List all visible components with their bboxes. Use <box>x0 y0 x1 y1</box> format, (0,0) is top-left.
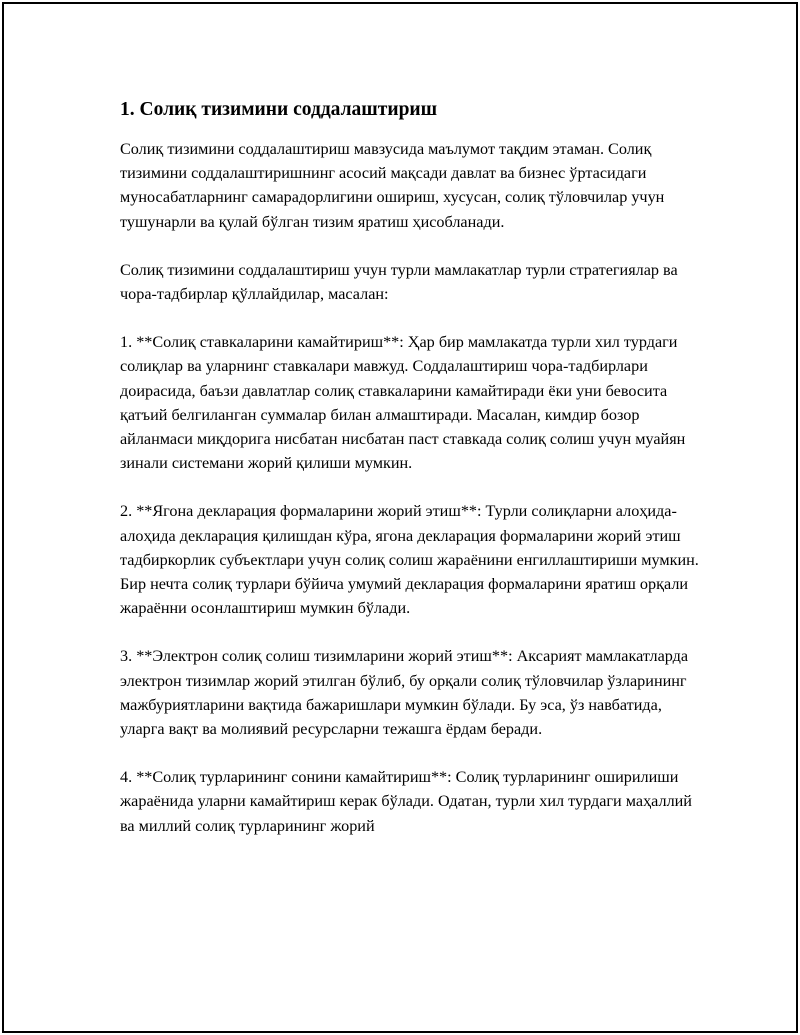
list-item-tax-types: 4. **Солиқ турларининг сонини камайтириш**: Солиқ турларининг оширилиши жараёнида уларни камайтириш керак бўлади. Одатан, турли хил турдаги маҳаллий ва миллий солиқ турларининг жорий <box>120 768 692 835</box>
strategies-paragraph: Солиқ тизимини соддалаштириш учун турли мамлакатлар турли стратегиялар ва чора-тадбирлар қўллайдилар, масалан: <box>120 260 678 304</box>
document-body <box>120 97 700 862</box>
page-frame <box>2 2 798 1033</box>
document-title: 1. Солиқ тизимини соддалаштириш <box>120 99 438 120</box>
intro-paragraph: Солиқ тизимини соддалаштириш мавзусида маълумот тақдим этаман. Солиқ тизимини соддалаштиришнинг асосий мақсади давлат ва бизнес ўртасидаги муносабатларнинг самарадорлигини ошириш, хусусан, солиқ тўловчилар учун тушунарли ва қулай бўлган тизим яратиш ҳисобланади. <box>120 140 665 231</box>
list-item-electronic-systems: 3. **Электрон солиқ солиш тизимларини жорий этиш**: Аксарият мамлакатларда электрон тизимлар жорий этилган бўлиб, бу орқали солиқ тўловчилар ўзларининг мажбуриятларини вақтида бажаришлари мумкин бўлади. Бу эса, ўз навбатида, уларга вақт ва молиявий ресурсларни тежашга ёрдам беради. <box>120 647 689 739</box>
list-item-tax-rates: 1. **Солиқ ставкаларини камайтириш**: Ҳар бир мамлакатда турли хил турдаги солиқлар ва уларнинг ставкалари мавжуд. Соддалаштириш чора-тадбирлари доирасида, баъзи давлатлар солиқ ставкаларини камайтиради ёки уни бевосита қатъий белгиланган суммалар билан алмаштиради. Масалан, кимдир бозор айланмаси миқдорига нисбатан нисбатан паст ставкада солиқ солиш учун муайян зинали системани жорий қилиши мумкин. <box>120 333 686 473</box>
list-item-single-declaration: 2. **Ягона декларация формаларини жорий этиш**: Турли солиқларни алоҳида-алоҳида декларация қилишдан кўра, ягона декларация формаларини жорий этиш тадбиркорлик субъектлари учун солиқ солиш жараёнини енгиллаштириши мумкин. Бир нечта солиқ турлари бўйича умумий декларация формаларини яратиш орқали жараённи осонлаштириш мумкин бўлади. <box>120 502 699 618</box>
